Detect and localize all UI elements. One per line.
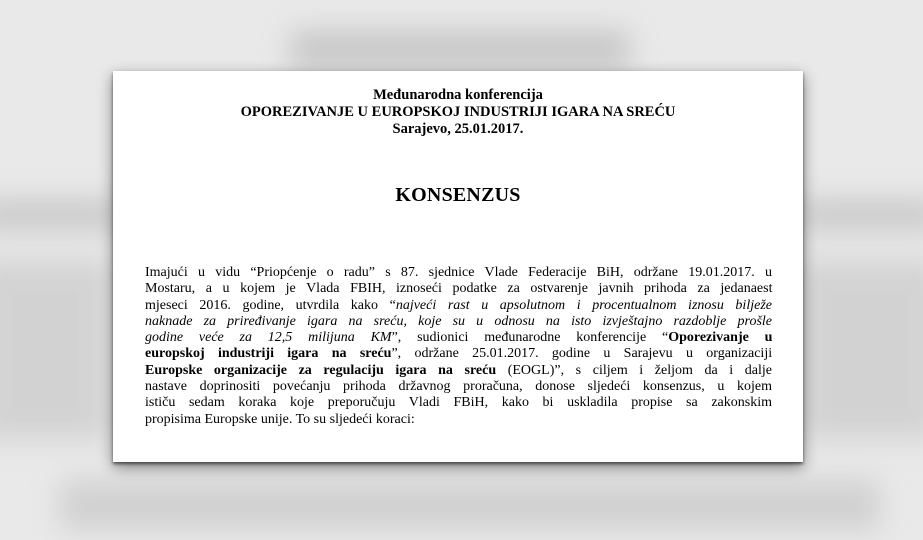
paragraph-line: ističu sedam koraka koje preporučuju Vladi FBiH, kako bi uskladila propise sa zakonskim xyxy=(145,395,772,411)
conference-label: Međunarodna konferencija xyxy=(373,87,543,103)
consensus-paragraph xyxy=(145,265,772,428)
document-header xyxy=(113,87,803,138)
paragraph-line: nastave doprinositi povećanju prihoda državnog proračuna, donose sljedeći konsenzus, u kojem xyxy=(145,379,772,395)
paragraph-line: Europske organizacije za regulaciju igara na sreću (EOGL)”, s ciljem i željom da i dalje xyxy=(145,362,772,378)
paragraph-line: godine veće za 12,5 milijuna KM”, sudionici međunarodne konferencije “Oporezivanje u xyxy=(145,330,773,346)
paragraph-line: mjeseci 2016. godine, utvrdila kako “najveći rast u apsolutnom i procentualnom iznosu bilježe xyxy=(145,297,772,313)
conference-title: OPOREZIVANJE U EUROPSKOJ INDUSTRIJI IGARA NA SREĆU xyxy=(240,104,676,120)
paragraph-line: naknade za priređivanje igara na sreću, koje su u odnosu na isto izvještajno razdoblje prošle xyxy=(145,313,772,329)
paragraph-line: Imajući u vidu “Priopćenje o radu” s 87. sjednice Vlade Federacije BiH, održane 19.01.2017. u xyxy=(145,265,772,280)
document-title: KONSENZUS xyxy=(395,184,521,206)
paragraph-line: propisima Europske unije. To su sljedeći koraci: xyxy=(145,411,415,427)
paragraph-line: europskoj industriji igara na sreću”, održane 25.01.2017. godine u Sarajevu u organizaciji xyxy=(145,346,773,362)
document-page xyxy=(113,71,803,462)
paragraph-line: Mostaru, a u kojem je Vlada FBIH, iznoseći podatke za ostvarenje javnih prihoda za jedanaest xyxy=(145,281,773,297)
conference-place-date: Sarajevo, 25.01.2017. xyxy=(392,121,524,137)
